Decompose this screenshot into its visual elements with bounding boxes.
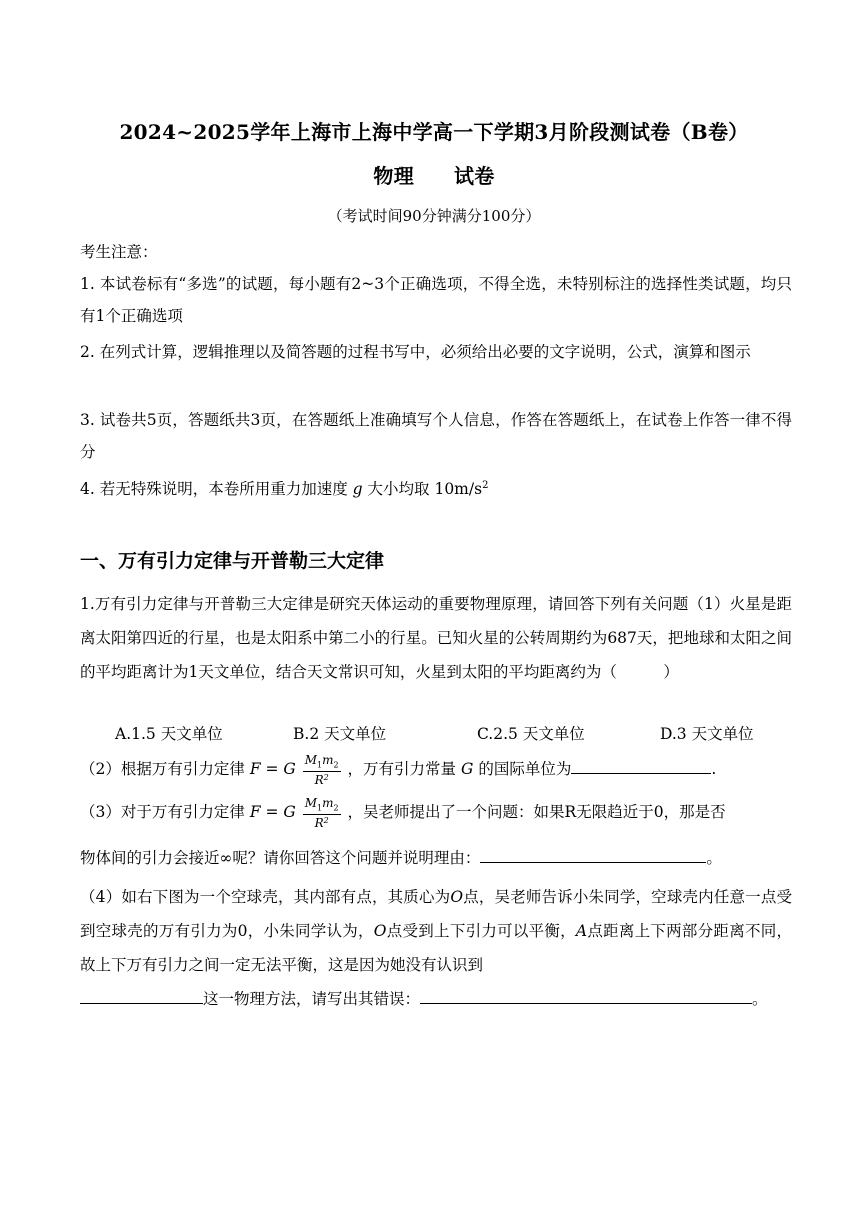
part-2-end: . [711, 760, 717, 779]
section-title: 一、万有引力定律与开普勒三大定律 [80, 550, 385, 572]
mass-m-sub: 2 [333, 760, 339, 770]
exam-time-note: （考试时间90分钟满分100分） [327, 207, 541, 225]
option-a[interactable]: A.1.5 天文单位 [115, 725, 223, 743]
point-O-2: O [373, 922, 387, 940]
mass-m-sub-2: 2 [333, 803, 339, 813]
unit-exponent: 2 [482, 480, 489, 491]
part-4-c: 点受到上下引力可以平衡， [386, 922, 576, 940]
gravity-symbol: g [352, 480, 363, 498]
part-3-suffix: ，吴老师提出了一个问题：如果R无限趋近于0，那是否 [347, 803, 726, 822]
answer-blank-error[interactable] [420, 989, 752, 1004]
subject-label: 物理 [373, 164, 414, 188]
option-d[interactable]: D.3 天文单位 [660, 725, 754, 743]
notice-item-3: 3. 试卷共5页，答题纸共3页，在答题纸上准确填写个人信息，作答在答题纸上，在试卷上作答一律不得分 [80, 411, 792, 461]
question-1-stem: 1.万有引力定律与开普勒三大定律是研究天体运动的重要物理原理，请回答下列有关问题（1）火星是距离太阳第四近的行星，也是太阳系中第二小的行星。已知火星的公转周期约为687天，把地球和太阳之间的平均距离计为1天文单位，结合天文常识可知，火星到太阳的平均距离约为（ ） [80, 595, 792, 681]
formula-lhs-2: F = G [249, 803, 296, 822]
part-2-suffix: 的国际单位为 [478, 760, 572, 779]
question-1-part-2 [80, 754, 792, 794]
notice-item-2: 2. 在列式计算，逻辑推理以及简答题的过程书写中，必须给出必要的文字说明，公式，演算和图示 [80, 343, 751, 361]
part-4-d: 点距离上下两部分距离不同，故上下万有引力之间一定无法平衡，这是因为她没有认识到 [80, 922, 792, 974]
mass-m: m [322, 753, 334, 767]
gravitation-formula-fraction-2 [303, 797, 341, 829]
answer-blank-method[interactable] [80, 989, 203, 1004]
constant-G: G [461, 760, 474, 779]
question-1-options [115, 722, 795, 752]
point-O: O [450, 888, 464, 906]
notice-item-4-tail: 大小均取 10m/s [367, 480, 483, 498]
distance-exponent: 2 [323, 773, 329, 783]
notice-item-4-text: 4. 若无特殊说明，本卷所用重力加速度 [80, 480, 348, 498]
gravitation-formula-fraction [303, 754, 341, 786]
mass-M-2: M [304, 796, 318, 810]
part-2-mid: ，万有引力常量 [347, 760, 457, 779]
part-4-b: 点，吴老师告诉小朱同学，空球壳内任意一点受到空球壳的万有引力为0，小朱同学认为， [80, 888, 792, 940]
option-c[interactable]: C.2.5 天文单位 [477, 725, 585, 743]
paper-label: 试卷 [454, 164, 495, 188]
question-1-part-4 [80, 880, 792, 1016]
part-3-end: 。 [706, 849, 722, 867]
answer-blank-reason[interactable] [480, 848, 706, 863]
distance-R-2: R [314, 816, 324, 831]
mass-m-2: m [322, 796, 334, 810]
part-4-e: 这一物理方法，请写出其错误： [203, 990, 421, 1008]
part-2-prefix: （2）根据万有引力定律 [80, 760, 245, 779]
answer-blank-unit[interactable] [571, 759, 711, 774]
option-b[interactable]: B.2 天文单位 [293, 725, 387, 743]
distance-R: R [314, 773, 324, 788]
notice-item-4 [80, 473, 792, 505]
notice-item-1: 1. 本试卷标有“多选”的试题，每小题有2~3个正确选项，不得全选，未特别标注的选择性类试题，均只有1个正确选项 [80, 275, 792, 325]
point-A: A [575, 922, 588, 940]
mass-M-sub: 1 [317, 760, 323, 770]
subject-line [0, 160, 868, 189]
part-3-line-2: 物体间的引力会接近∞呢？请你回答这个问题并说明理由： [80, 849, 481, 867]
part-3-prefix: （3）对于万有引力定律 [80, 803, 245, 822]
question-1-part-3-line-2 [80, 846, 722, 868]
notice-title: 考生注意： [80, 243, 158, 261]
part-4-end: 。 [752, 990, 768, 1008]
exam-title: 2024~2025学年上海市上海中学高一下学期3月阶段测试卷（B卷） [119, 120, 749, 144]
question-1-part-3 [80, 797, 792, 837]
part-4-a: （4）如右下图为一个空球壳，其内部有点，其质心为 [80, 888, 451, 906]
formula-lhs: F = G [249, 760, 296, 779]
mass-M-sub-2: 1 [317, 803, 323, 813]
distance-exponent-2: 2 [323, 816, 329, 826]
mass-M: M [304, 753, 318, 767]
